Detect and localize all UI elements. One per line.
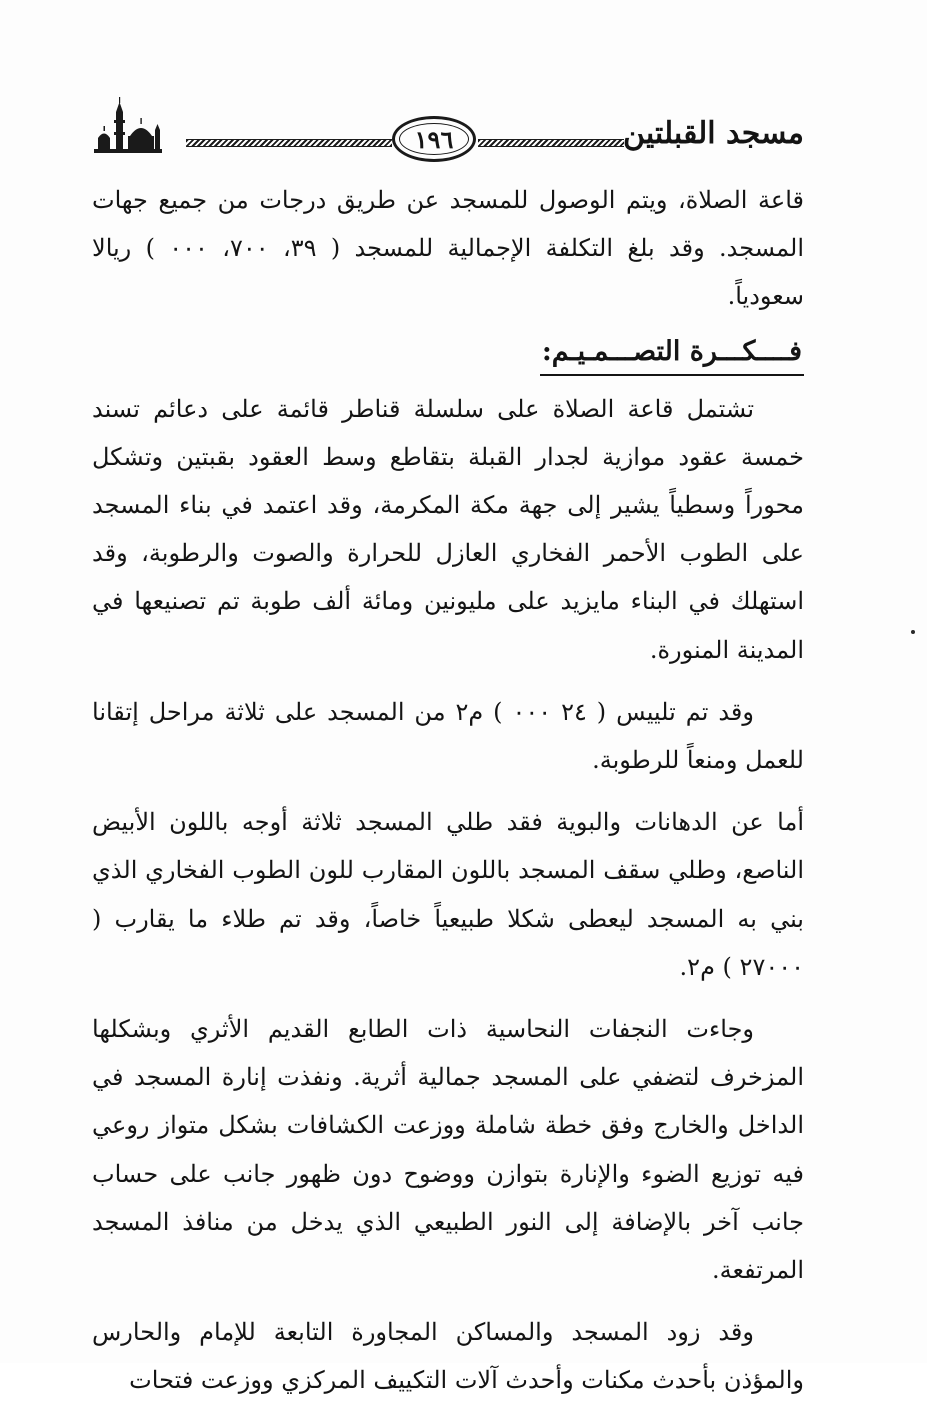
paragraph-chandeliers: وجاءت النجفات النحاسية ذات الطابع القديم الأثري وبشكلها المزخرف لتضفي على المسجد جمالية أثرية. ونفذت إنارة المسجد في الداخل والخارج وفق خطة شاملة ووزعت الكشافات بشكل متواز روعي فيه توزيع الضوء والإنارة بتوازن ووضوح دون ظهور جانب على حساب جانب آخر بالإضافة إلى النور الطبيعي الذي يدخل من منافذ المسجد المرتفعة. [92, 1015, 805, 1285]
paragraph-paints: أما عن الدهانات والبوية فقد طلي المسجد ثلاثة أوجه باللون الأبيض الناصع، وطلي سقف المسجد باللون المقارب للون الطوب الفخاري الذي بني به المسجد ليعطى شكلا طبيعياً خاصاً، وقد تم طلاء ما يقارب ( ٢٧٠٠٠ ) م٢. [92, 808, 804, 981]
intro-paragraph: قاعة الصلاة، ويتم الوصول للمسجد عن طريق درجات من جميع جهات المسجد. وقد بلغ التكلفة الإجمالية للمسجد ( ٣٩، ٧٠٠، ٠٠٠ ) ريالا سعودياً. [92, 186, 804, 311]
page-body [92, 176, 804, 1419]
paragraph-design: تشتمل قاعة الصلاة على سلسلة قناطر قائمة على دعائم تسند خمسة عقود موازية لجدار القبلة بتقاطع وسط العقود بقبتين وتشكل محوراً وسطياً يشير إلى جهة مكة المكرمة، وقد اعتمد في بناء المسجد على الطوب الأحمر الفخاري العازل للحرارة والصوت والرطوبة، وقد استهلك في البناء مايزيد على مليونين ومائة ألف طوبة تم تصنيعها في المدينة المنورة. [92, 394, 804, 664]
section-heading [92, 327, 804, 377]
mosque-minaret-icon [92, 96, 164, 156]
running-title: مسجد القبلتين [623, 116, 804, 151]
page-number: ١٩٦ [414, 124, 454, 154]
paragraph-plastering: وقد تم تلييس ( ٢٤ ٠٠٠ ) م٢ من المسجد على ثلاثة مراحل إتقانا للعمل ومنعاً للرطوبة. [92, 697, 804, 775]
section-heading-text: فــــكـــرة التصـــمـيـم: [540, 330, 804, 376]
page-header [92, 96, 804, 176]
paragraph-air-conditioning: وقد زود المسجد والمساكن المجاورة التابعة للإمام والحارس والمؤذن بأحدث مكنات وأحدث آلات التكييف المركزي ووزعت فتحات [92, 1318, 804, 1395]
rope-ornament-left [186, 139, 392, 147]
margin-speck [911, 630, 915, 634]
page-number-oval [392, 116, 476, 162]
rope-ornament-right [478, 139, 624, 147]
